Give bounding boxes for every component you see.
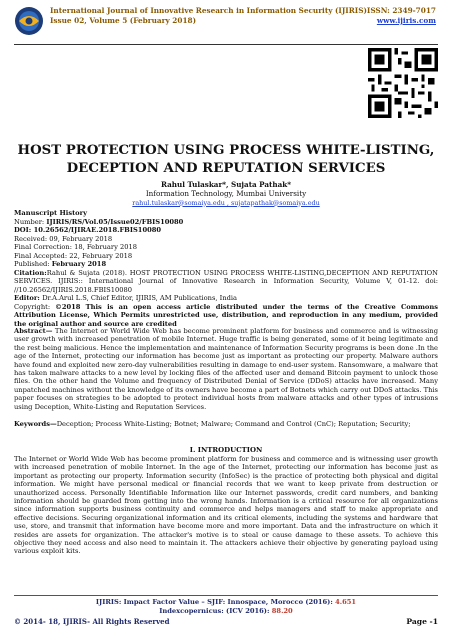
keywords-label: Keywords— (14, 420, 57, 428)
issn: ISSN: 2349-7017 (366, 6, 436, 15)
abstract-text: The Internet or World Wide Web has become prominent platform for business and commerce and is witnessing user growth with increased penetration of mobile Internet. Huge traffic is being generated, some of it being legitimate and the rest being malicious. Hence the implementation and maintenance of Information Security programs is been done .In the age of the Internet, protecting our information has become just as important as protecting our property. Malware authors have found and exploited new zero-day vulnerabilities resulting in damage to end-user system. Ransomware, a malware that has taken malware attacks to a new level by locking files of the affected user and demand Bitcoin payment to unlock those files. On the other hand the Volume and frequency of Distributed Denial of Service (DDoS) attacks have increased. Many unpatched machines without the knowledge of its owners have become a part of Botnets which carry out DDoS attacks. This paper focuses on strategies to be adopted to protect individual hosts from malware attacks and other types of intrusions using Deception, White-Listing and Reputation Services. (14, 327, 438, 411)
impact-factor-value: 4.651 (335, 598, 357, 606)
journal-footer (14, 598, 438, 615)
footer-copyright: © 2014- 18, IJIRIS- All Rights Reserved (14, 617, 170, 626)
citation-text: Rahul & Sujata (2018). HOST PROTECTION USING PROCESS WHITE-LISTING,DECEPTION AND REPUTATION SERVICES. IJIRIS:: International Journal of Innovative Research in Information Security, Volume V, 01-12. doi: //10.26562/IJIRIS.2018.FBIS10080 (14, 268, 438, 294)
keywords-text: Deception; Process White-Listing; Botnet; Malware; Command and Control (CnC); Reputation; Security; (56, 420, 411, 428)
footer-bottom (14, 617, 438, 627)
index-copernicus-value: 88.20 (271, 606, 293, 615)
published-value: February 2018 (51, 260, 107, 268)
impact-factor (14, 598, 438, 607)
author-emails-link[interactable]: rahul.tulaskar@somaiya.edu , sujatapathak@somaiya.edu (132, 198, 320, 207)
doi-label: DOI: (14, 226, 34, 234)
manuscript-history-heading: Manuscript History (14, 209, 88, 217)
doi-value: 10.26562/IJIRAE.2018.FBIS10080 (33, 226, 162, 234)
journal-url-link[interactable]: www.ijiris.com (376, 16, 436, 25)
final-correction-date: Final Correction: 18, February 2018 (14, 243, 137, 251)
impact-factor-label: IJIRIS: Impact Factor Value – SJIF: Innospace, Morocco (2016): (95, 598, 336, 606)
journal-header (14, 6, 438, 42)
ijiris-logo-icon (14, 6, 44, 36)
final-accepted-date: Final Accepted: 22, February 2018 (14, 251, 133, 260)
index-copernicus-label: Indexcopernicus: (ICV 2016): (159, 606, 272, 615)
copyright-notice (14, 303, 438, 329)
editor (14, 294, 438, 303)
footer-divider (14, 595, 438, 596)
page-number: Page -1 (406, 617, 438, 626)
editor-value: Dr.A.Arul L.S, Chief Editor, IJIRIS, AM Publications, India (42, 294, 238, 302)
journal-name: International Journal of Innovative Research in Information Security (IJIRIS) (50, 6, 367, 15)
published-date (14, 260, 438, 269)
journal-info (50, 6, 367, 26)
header-divider (14, 44, 438, 45)
manuscript-number (14, 218, 438, 227)
journal-issn-block (346, 6, 436, 26)
author-affiliation: Information Technology, Mumbai University (145, 189, 307, 199)
citation-label: Citation: (14, 268, 47, 277)
editor-label: Editor: (14, 294, 43, 302)
citation (14, 269, 438, 295)
abstract (14, 327, 438, 411)
copyright-label: Copyright: (14, 302, 56, 311)
received-date: Received: 09, February 2018 (14, 234, 113, 243)
introduction-paragraph: The Internet or World Wide Web has become prominent platform for business and commerce and is witnessing user growth with increased penetration of mobile Internet. In the age of the Internet, protecting our information has become just as important as protecting our property. Information security (InfoSec) is the practice of protecting both physical and digital information. We might have personal medical or financial records that we want to keep private from destruction or unauthorized access. Personally Identifiable Information like our Internet passwords, credit card numbers, and banking information should be guarded from getting into the wrong hands. Information is a critical resource for all organizations since information supports business continuity and commerce and helps managers and staff to make appropriate and effective decisions. Securing organizational information and its critical elements, including the systems and hardware that use, store, and transmit that information have become more and more important. Data and the infrastructure on which it resides are assets for organization. The attacker's motive is to steal or cause damage to these assets. To achieve this objective they need access and also need to maintain it. The attackers achieve their objective by generating payload using various exploit kits. (14, 455, 438, 556)
paper-title: HOST PROTECTION USING PROCESS WHITE-LISTING, DECEPTION AND REPUTATION SERVICES (17, 143, 435, 176)
manuscript-history (14, 209, 438, 328)
number-label: Number: (14, 217, 47, 226)
issue-info: Issue 02, Volume 5 (February 2018) (50, 16, 197, 25)
section-heading-introduction: I. INTRODUCTION (189, 446, 263, 454)
copyright-text: ©2018 This is an open access article distributed under the terms of the Creative Commons Attribution License, Which Permits unrestricted use, distribution, and reproduction in any medium, provided the original author and source are credited (14, 302, 438, 328)
number-value: IJIRIS/RS/Vol.05/Issue02/FBIS10080 (46, 217, 184, 226)
manuscript-doi (14, 226, 438, 235)
keywords (14, 420, 438, 428)
index-copernicus (14, 607, 438, 616)
author-block (10, 180, 442, 208)
published-label: Published: (14, 260, 52, 268)
qr-code-icon (368, 48, 438, 118)
abstract-label: Abstract— (14, 327, 53, 335)
author-names: Rahul Tulaskar*, Sujata Pathak* (161, 180, 291, 189)
